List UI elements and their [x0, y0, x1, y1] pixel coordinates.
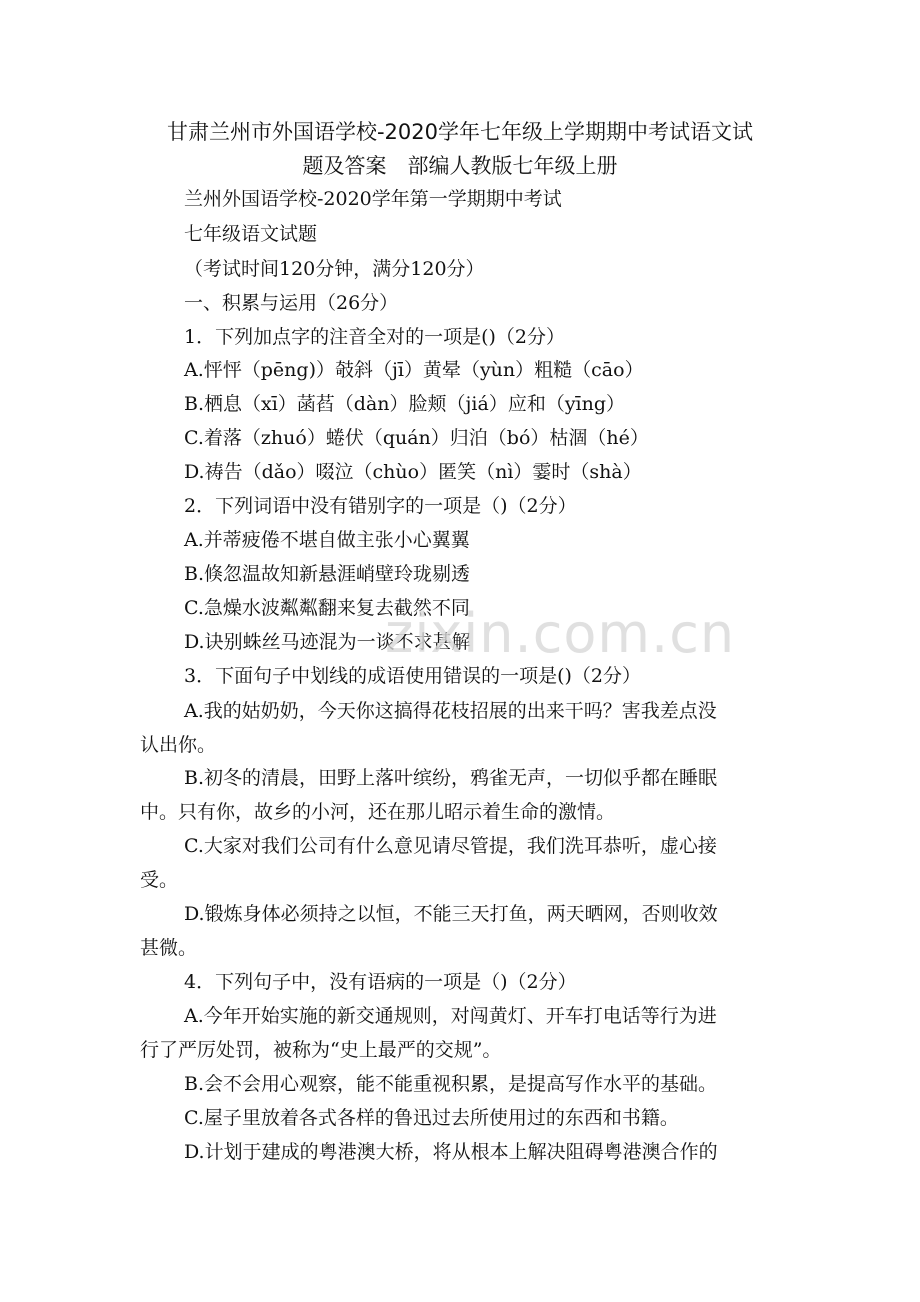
q2-option-d: D.诀别蛛丝马迹混为一谈不求甚解: [184, 631, 471, 653]
q3-stem: 3．下面句子中划线的成语使用错误的一项是()（2分）: [184, 665, 642, 687]
q3-option-b-cont: 中。只有你，故乡的小河，还在那儿昭示着生命的激情。: [140, 801, 616, 823]
q3-option-a: A.我的姑奶奶，今天你这搞得花枝招展的出来干吗？害我差点没: [184, 700, 717, 722]
q3-option-c-cont: 受。: [140, 869, 179, 891]
q3-option-d: D.锻炼身体必须持之以恒，不能三天打鱼，两天晒网，否则收效: [184, 903, 718, 925]
document-title-line-2: 题及答案 部编人教版七年级上册: [302, 154, 618, 178]
q1-option-b: B.栖息（xī）菡萏（dàn）脸颊（jiá）应和（yīng）: [184, 393, 626, 415]
q3-option-b: B.初冬的清晨，田野上落叶缤纷，鸦雀无声，一切似乎都在睡眠: [184, 767, 718, 789]
section-1-title: 一、积累与运用（26分）: [184, 292, 399, 314]
q4-option-a: A.今年开始实施的新交通规则，对闯黄灯、开车打电话等行为进: [184, 1005, 717, 1027]
document-title-line-1: 甘肃兰州市外国语学校-2020学年七年级上学期期中考试语文试: [166, 120, 754, 144]
watermark: zixin.com.cn: [385, 602, 736, 665]
q4-option-b: B.会不会用心观察，能不能重视积累，是提高写作水平的基础。: [184, 1073, 718, 1095]
q3-option-d-cont: 甚微。: [140, 937, 198, 959]
q1-option-d: D.祷告（dǎo）啜泣（chùo）匿笑（nì）霎时（shà）: [184, 461, 642, 483]
q4-option-a-cont: 行了严厉处罚，被称为“史上最严的交规”。: [140, 1039, 502, 1061]
q2-option-b: B.倏忽温故知新悬涯峭壁玲珑剔透: [184, 563, 471, 585]
q1-option-c: C.着落（zhuó）蜷伏（quán）归泊（bó）枯涸（hé）: [184, 427, 649, 449]
q3-option-c: C.大家对我们公司有什么意见请尽管提，我们洗耳恭听，虚心接: [184, 835, 717, 857]
q4-option-c: C.屋子里放着各式各样的鲁迅过去所使用过的东西和书籍。: [184, 1107, 679, 1129]
exam-info: （考试时间120分钟，满分120分）: [184, 258, 485, 280]
q2-option-a: A.并蒂疲倦不堪自做主张小心翼翼: [184, 529, 470, 551]
school-exam-heading: 兰州外国语学校-2020学年第一学期期中考试: [184, 188, 562, 210]
q3-option-a-cont: 认出你。: [140, 734, 217, 756]
q1-stem: 1．下列加点字的注音全对的一项是()（2分）: [184, 326, 566, 348]
q1-option-a: A.怦怦（pēng)）攲斜（jī）黄晕（yùn）粗糙（cāo）: [184, 359, 644, 381]
q4-stem: 4．下列句子中，没有语病的一项是（)（2分）: [184, 971, 577, 993]
q4-option-d: D.计划于建成的粤港澳大桥，将从根本上解决阻碍粤港澳合作的: [184, 1141, 718, 1163]
q2-stem: 2．下列词语中没有错别字的一项是（)（2分）: [184, 495, 577, 517]
subject-heading: 七年级语文试题: [184, 223, 318, 245]
q2-option-c: C.急燥水波粼粼翻来复去截然不同: [184, 597, 470, 619]
